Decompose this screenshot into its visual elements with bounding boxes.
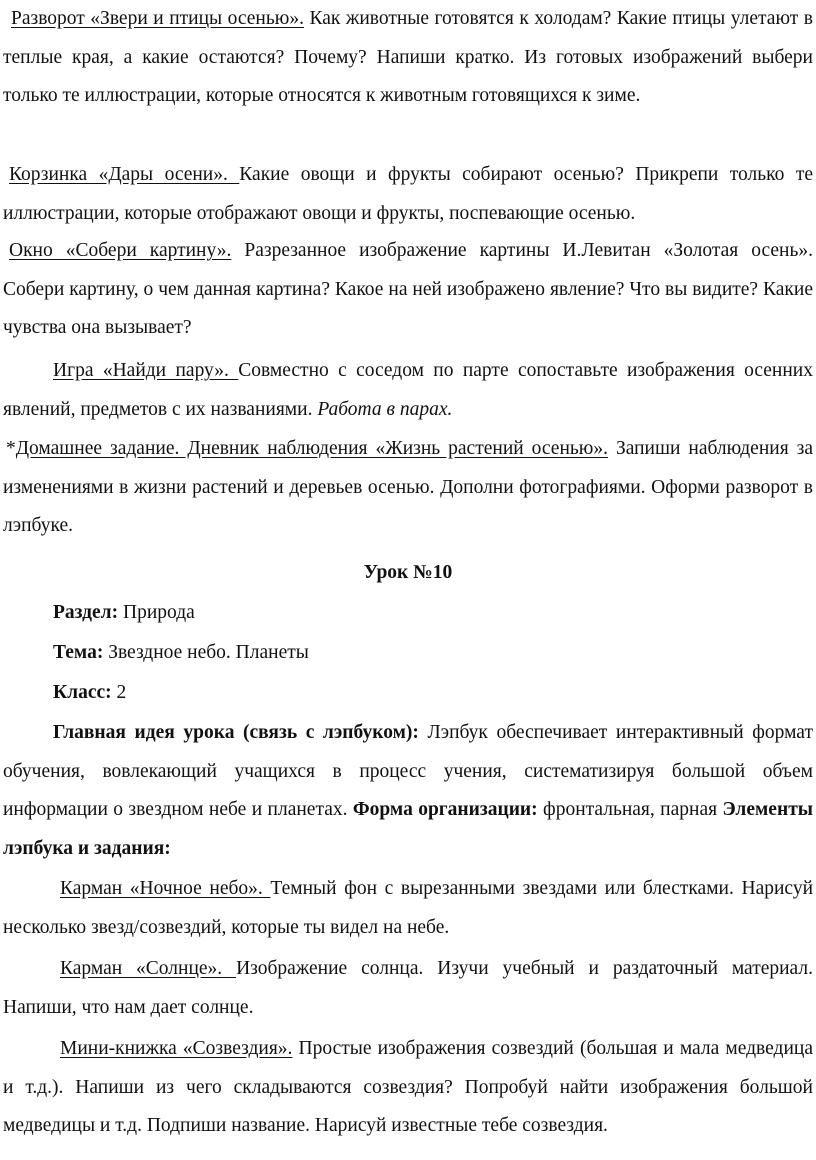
form-text: фронтальная, парная (537, 799, 723, 821)
main-idea-text: Лэпбук обеспечивает интерактивный формат обучения, вовлекающий учащихся в процесс учения, систематизируя большой объем информации о звездном небе и планетах. (3, 722, 813, 821)
lesson-topic-label: Тема: (53, 642, 104, 663)
paragraph-animals-birds-text: Как животные готовятся к холодам? Какие птицы улетают в теплые края, а какие остаются? Почему? Напиши кратко. Из готовых изображений выбери только те иллюстрации, которые относятся к животным готовящихся к зиме. (3, 8, 813, 107)
paragraph-assemble-picture-label: Окно «Собери картину». (9, 240, 232, 261)
paragraph-homework-text: Запиши наблюдения за изменениями в жизни растений и деревьев осенью. Дополни фотографиями. Оформи разворот в лэпбуке. (3, 438, 813, 537)
task-sun-text: Изображение солнца. Изучи учебный и раздаточный материал. Напиши, что нам дает солнце. (3, 958, 813, 1018)
paragraph-autumn-gifts-text-2: Прикрепи только те иллюстрации, которые отображают овощи и фрукты, поспевающие осенью. (3, 164, 813, 224)
paragraph-find-pair-text: Совместно с соседом по парте сопоставьте изображения осенних явлений, предметов с их названиями. (3, 360, 813, 420)
task-night-sky-label: Карман «Ночное небо». (60, 878, 271, 899)
task-constellations (3, 1030, 813, 1146)
task-sun-label: Карман «Солнце». (60, 958, 237, 979)
paragraph-autumn-gifts (3, 156, 813, 233)
lesson-class-label: Класс: (53, 682, 112, 703)
paragraph-homework (3, 430, 813, 546)
task-constellations-text: Простые изображения созвездий (большая и мала медведица и т.д.). Напиши из чего складываются созвездия? Попробуй найти изображения большой медведицы и т.д. Подпиши название. Нарисуй известные тебе созвездия. (3, 1038, 813, 1137)
task-sun (3, 950, 813, 1027)
paragraph-autumn-gifts-text: Какие овощи и фрукты собирают осенью? (239, 164, 624, 185)
lesson-class (3, 674, 813, 713)
paragraph-find-pair-italic: Работа в парах. (317, 398, 453, 420)
paragraph-animals-birds-label: Разворот «Звери и птицы осенью». (11, 8, 304, 29)
homework-star: * (6, 438, 16, 459)
task-night-sky-text: Темный фон с вырезанными звездами или блестками. Нарисуй несколько звезд/созвездий, которые ты видел на небе. (3, 878, 814, 938)
lesson-topic (3, 634, 813, 673)
main-idea-label: Главная идея урока (связь с лэпбуком): (53, 722, 419, 743)
lesson-main-idea (3, 714, 813, 868)
form-label: Форма организации: (352, 799, 538, 821)
paragraph-homework-label: Домашнее задание. Дневник наблюдения «Жизнь растений осенью». (15, 438, 608, 459)
paragraph-autumn-gifts-label: Корзинка «Дары осени». (9, 164, 240, 185)
paragraph-assemble-picture-text: Разрезанное изображение картины И.Левитан «Золотая осень». Собери картину, о чем данная картина? Какое на ней изображено явление? Что вы видите? Какие чувства она вызывает? (3, 240, 813, 339)
lesson-section-label: Раздел: (53, 602, 119, 623)
lesson-section-value: Природа (118, 602, 195, 623)
lesson-title: Урок №10 (363, 562, 453, 583)
paragraph-animals-birds (3, 0, 813, 116)
paragraph-find-pair-label: Игра «Найди пару». (53, 360, 239, 381)
lesson-section (3, 594, 813, 633)
task-night-sky (3, 870, 813, 947)
paragraph-find-pair (3, 352, 813, 429)
lesson-class-value: 2 (111, 682, 127, 703)
lesson-topic-value: Звездное небо. Планеты (103, 642, 309, 663)
task-constellations-label: Мини-книжка «Созвездия». (60, 1038, 293, 1059)
elements-label: Элементы лэпбука и задания: (3, 799, 813, 859)
paragraph-assemble-picture (3, 232, 813, 348)
